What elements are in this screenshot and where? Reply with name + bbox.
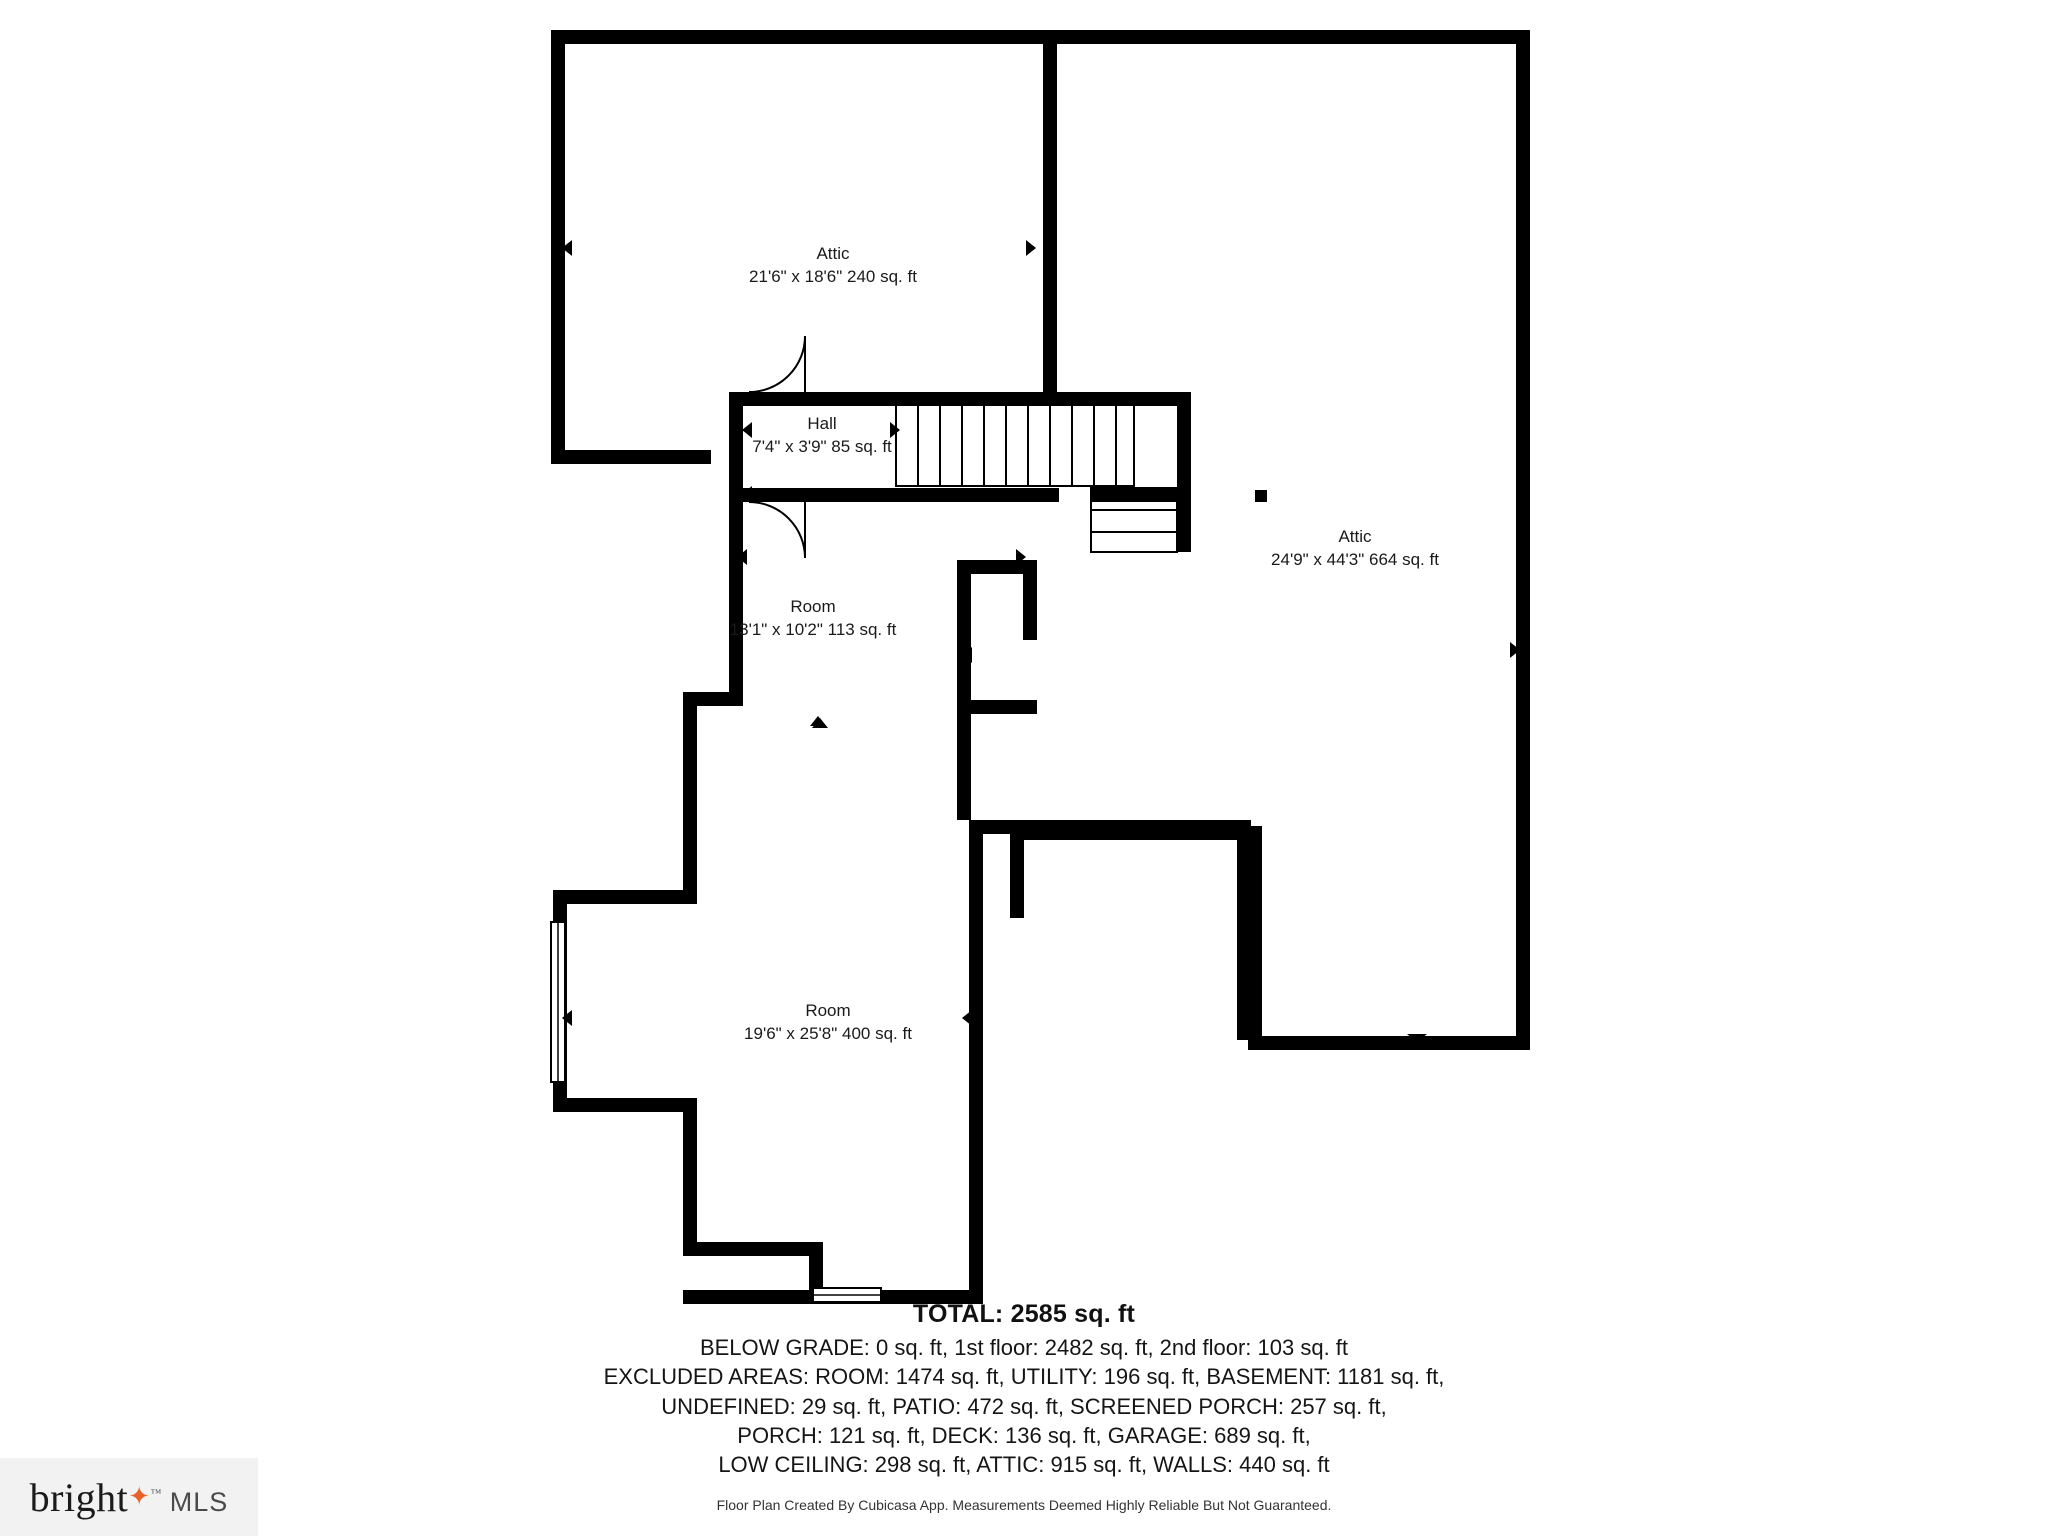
door-arc-lower: [749, 502, 805, 558]
area-summary: [0, 1300, 2048, 1513]
logo-brand-name: bright: [29, 1474, 129, 1520]
logo-text: [30, 1474, 229, 1521]
bright-mls-logo: [0, 1458, 258, 1536]
total-area: TOTAL: 2585 sq. ft: [912, 1300, 1136, 1328]
plan-marker: [1255, 490, 1267, 502]
footnote: Floor Plan Created By Cubicasa App. Measurements Deemed Highly Reliable But Not Guaranteed.: [716, 1497, 1332, 1514]
hall-walls: [729, 392, 1191, 552]
summary-line-4: PORCH: 121 sq. ft, DECK: 136 sq. ft, GARAGE: 689 sq. ft,: [737, 1422, 1311, 1448]
room-name: Room: [790, 597, 836, 617]
room-dimensions: 24'9" x 44'3" 664 sq. ft: [1271, 550, 1439, 569]
summary-line-1: BELOW GRADE: 0 sq. ft, 1st floor: 2482 sq. ft, 2nd floor: 103 sq. ft: [699, 1335, 1349, 1360]
room-name: Room: [805, 1001, 851, 1021]
room-name: Hall: [807, 414, 837, 434]
attic-right-walls: [1010, 30, 1530, 1050]
room-name: Attic: [816, 244, 850, 264]
room-name: Attic: [1338, 527, 1372, 547]
summary-line-5: LOW CEILING: 298 sq. ft, ATTIC: 915 sq. ft, WALLS: 440 sq. ft: [718, 1452, 1330, 1477]
summary-line-3: UNDEFINED: 29 sq. ft, PATIO: 472 sq. ft, SCREENED PORCH: 257 sq. ft,: [661, 1393, 1387, 1419]
main-body-walls: [553, 502, 1251, 1304]
room-dimensions: 21'6" x 18'6" 240 sq. ft: [749, 267, 917, 286]
room-dimensions: 13'1" x 10'2" 113 sq. ft: [729, 620, 897, 639]
window-left: [551, 922, 565, 1082]
spark-icon: ✦: [128, 1481, 151, 1511]
summary-line-2: EXCLUDED AREAS: ROOM: 1474 sq. ft, UTILITY: 196 sq. ft, BASEMENT: 1181 sq. ft,: [603, 1364, 1445, 1390]
room-dimensions: 7'4" x 3'9" 85 sq. ft: [752, 437, 892, 456]
room-dimensions: 19'6" x 25'8" 400 sq. ft: [744, 1024, 912, 1043]
logo-suffix: MLS: [169, 1486, 229, 1517]
trademark-mark: ™: [150, 1487, 162, 1500]
staircase: [896, 400, 1177, 552]
dimension-ticks: [562, 36, 1520, 1042]
door-arc-upper: [749, 336, 805, 392]
